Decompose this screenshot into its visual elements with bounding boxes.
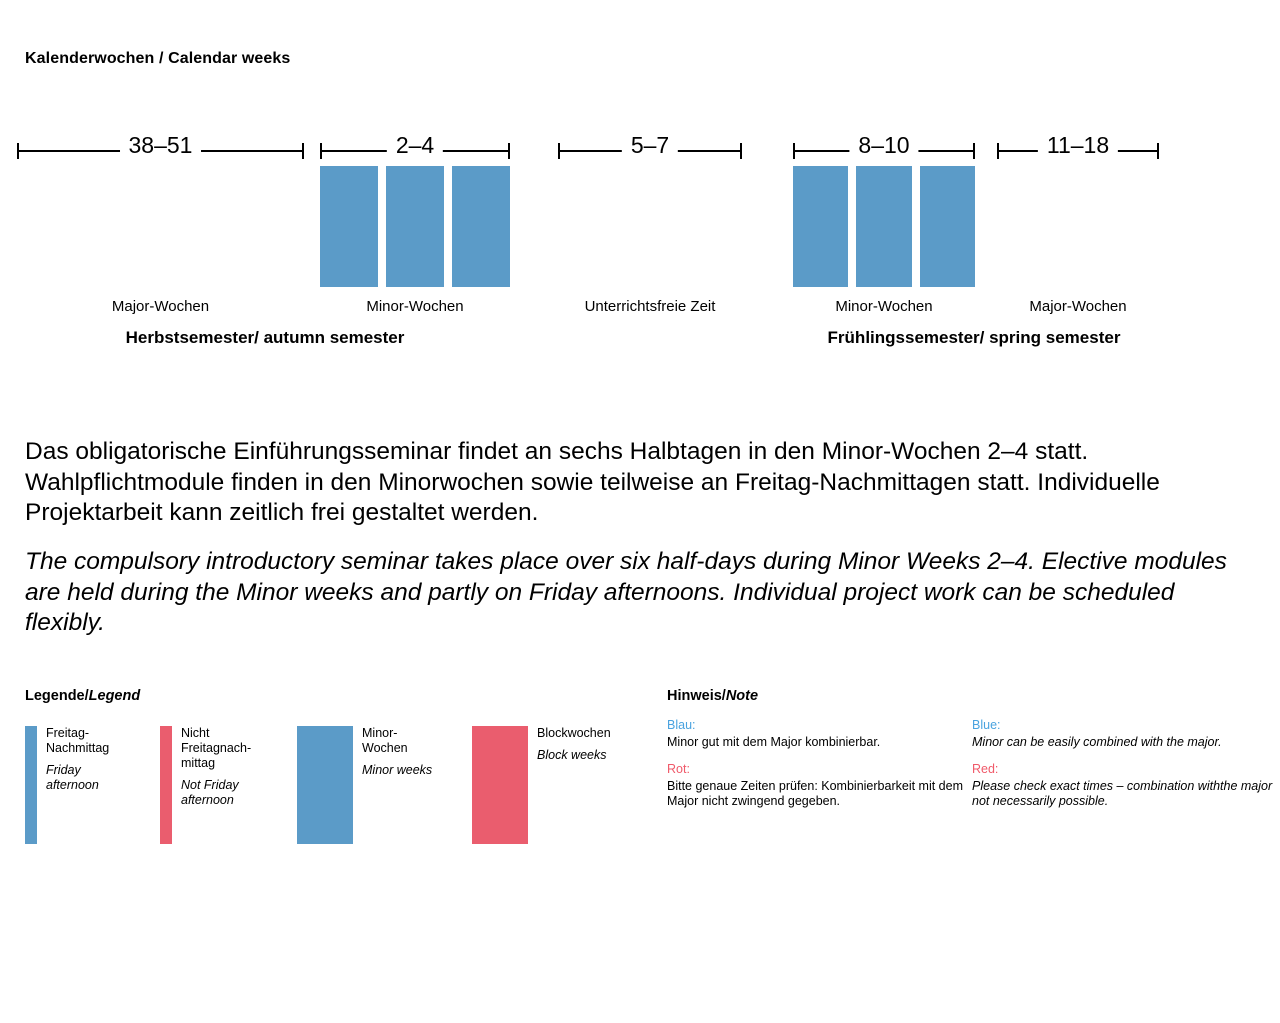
bracket-end-cap-right (302, 143, 304, 159)
note-blue-text-german: Minor gut mit dem Major kombinierbar. (667, 735, 881, 749)
legend-color-swatch (472, 726, 528, 844)
week-range-bracket (320, 130, 510, 162)
bracket-end-cap-left (320, 143, 322, 159)
calendar-weeks-timeline (0, 130, 1280, 360)
bracket-end-cap-left (793, 143, 795, 159)
legend-label-en: Not Friday afternoon (181, 778, 239, 807)
week-range-label: 5–7 (622, 130, 678, 160)
segment-label: Minor-Wochen (835, 298, 933, 315)
week-bar (920, 166, 975, 287)
legend-label (537, 726, 615, 763)
week-range-bracket (997, 130, 1159, 162)
legend-label (362, 726, 440, 778)
legend-label (181, 726, 259, 808)
note-heading (667, 688, 758, 704)
note-blue-key-german: Blau: (667, 718, 696, 732)
note-column-english (972, 717, 1277, 820)
legend-item (25, 726, 124, 844)
segment-label: Major-Wochen (111, 298, 210, 315)
week-bar (793, 166, 848, 287)
legend-label-de: Nicht Freitagnach-mittag (181, 726, 252, 770)
legend-label-en: Friday afternoon (46, 763, 99, 792)
bracket-end-cap-left (558, 143, 560, 159)
bracket-end-cap-right (740, 143, 742, 159)
description-paragraph-english: The compulsory introductory seminar takes place over six half-days during Minor Weeks 2–4. Elective modules are held during the Minor weeks and partly on Friday afternoons. Individual project work can be scheduled flexibly. (25, 548, 1227, 636)
legend-block (25, 688, 611, 807)
segment-label: Minor-Wochen (366, 298, 464, 315)
legend-label-de: Blockwochen (537, 726, 611, 740)
legend-label (46, 726, 124, 793)
week-range-label: 11–18 (1038, 130, 1118, 160)
legend-label-en: Block weeks (537, 748, 607, 762)
bracket-end-cap-right (973, 143, 975, 159)
semester-label: Frühlingssemester/ spring semester (827, 328, 1121, 347)
bracket-end-cap-left (997, 143, 999, 159)
week-range-bracket (793, 130, 975, 162)
note-column-german (667, 717, 972, 820)
legend-label-de: Freitag-Nachmittag (46, 726, 110, 755)
week-bar (452, 166, 510, 287)
legend-heading-de: Legende/ (25, 688, 89, 704)
legend-item (297, 726, 440, 844)
note-red-key-english: Red: (972, 761, 999, 776)
note-red-text-german: Bitte genaue Zeiten prüfen: Kombinierbarkeit mit dem Major nicht zwingend gegeben. (667, 778, 963, 808)
description-paragraph-german: Das obligatorische Einführungsseminar findet an sechs Halbtagen in den Minor-Wochen 2–4 statt. Wahlpflichtmodule finden in den Minorwochen sowie teilweise an Freitag-Nachmittagen statt. Individuelle Projektarbeit kann zeitlich frei gestaltet werden. (25, 438, 1160, 526)
note-blue-key-english: Blue: (972, 718, 1001, 732)
week-bar (320, 166, 378, 287)
week-range-label: 2–4 (387, 130, 443, 160)
week-range-label: 8–10 (849, 130, 918, 160)
segment-label: Unterrichtsfreie Zeit (584, 298, 716, 315)
semester-label: Herbstsemester/ autumn semester (125, 328, 405, 347)
note-red-text-english: Please check exact times – combination withthe major not necessarily possible. (972, 778, 1273, 808)
legend-color-swatch (160, 726, 172, 844)
note-heading-de: Hinweis/ (667, 688, 726, 704)
legend-color-swatch (297, 726, 353, 844)
legend-items (25, 726, 615, 844)
segment-label: Major-Wochen (1029, 298, 1127, 315)
legend-item (160, 726, 259, 844)
week-range-bracket (558, 130, 742, 162)
legend-label-de: Minor-Wochen (362, 726, 408, 755)
legend-item (472, 726, 615, 844)
legend-label-en: Minor weeks (362, 763, 433, 777)
note-block (667, 688, 1273, 808)
note-red-key-german: Rot: (667, 761, 690, 776)
note-blue-text-english: Minor can be easily combined with the major. (972, 735, 1222, 749)
page-title: Kalenderwochen / Calendar weeks (25, 50, 291, 67)
note-heading-en: Note (725, 688, 759, 704)
legend-heading (25, 688, 140, 704)
week-range-bracket (17, 130, 304, 162)
week-range-label: 38–51 (120, 130, 202, 160)
note-columns (667, 717, 1277, 820)
bracket-end-cap-left (17, 143, 19, 159)
legend-color-swatch (25, 726, 37, 844)
bracket-end-cap-right (1157, 143, 1159, 159)
bracket-end-cap-right (508, 143, 510, 159)
week-bar (386, 166, 444, 287)
legend-heading-en: Legend (88, 688, 141, 704)
week-bar (856, 166, 911, 287)
